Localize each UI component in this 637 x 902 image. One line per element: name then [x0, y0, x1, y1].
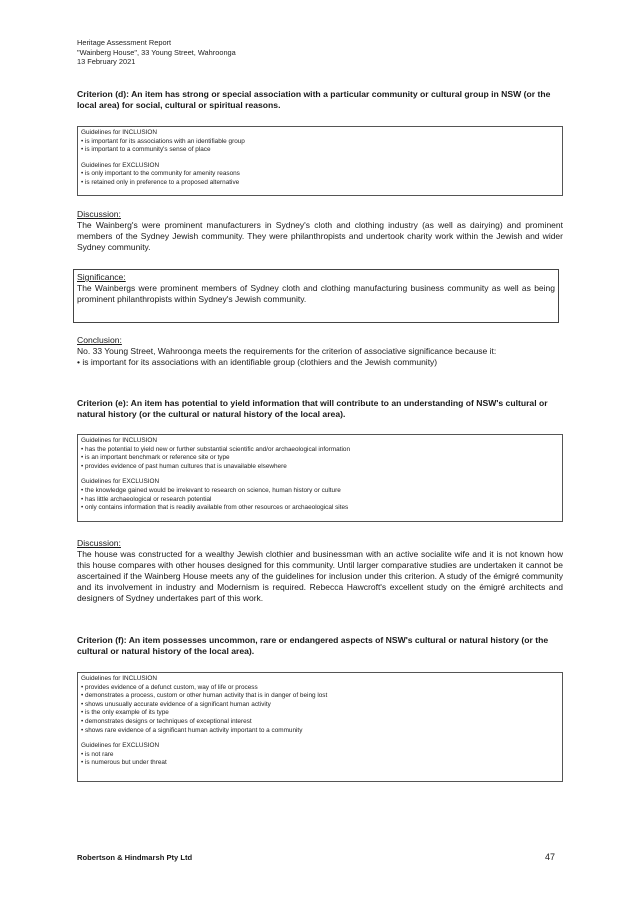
conclusion-heading: Conclusion: — [77, 335, 122, 345]
exclusion-item: • is not rare — [81, 750, 114, 758]
inclusion-item: • is important to a community's sense of place — [81, 146, 211, 154]
header-title: Heritage Assessment Report — [77, 38, 172, 47]
exclusion-heading: Guidelines for EXCLUSION — [81, 478, 160, 486]
inclusion-heading: Guidelines for INCLUSION — [81, 675, 158, 682]
inclusion-heading: Guidelines for INCLUSION — [81, 437, 158, 444]
criterion-e-title: Criterion (e): An item has potential to yield information that will contribute to an understanding of NSW's cultural or natural history (or the cultural or natural history of the local area). — [77, 398, 548, 419]
discussion-heading: Discussion: — [77, 538, 121, 548]
inclusion-item: • demonstrates designs or techniques of exceptional interest — [81, 717, 252, 725]
criterion-e-guidelines-box — [77, 434, 563, 522]
inclusion-item: • is important for its associations with an identifiable group — [81, 137, 245, 145]
header-address: "Wainberg House", 33 Young Street, Wahroonga — [77, 47, 236, 57]
footer-company: Robertson & Hindmarsh Pty Ltd — [77, 853, 193, 862]
exclusion-heading: Guidelines for EXCLUSION — [81, 742, 160, 750]
exclusion-item: • the knowledge gained would be irrelevant to research on science, human history or culture — [81, 486, 341, 494]
inclusion-heading: Guidelines for INCLUSION — [81, 129, 158, 136]
criterion-e-discussion — [77, 538, 563, 604]
exclusion-heading: Guidelines for EXCLUSION — [81, 161, 160, 169]
criterion-f-guidelines-box — [77, 672, 563, 782]
inclusion-item: • is an important benchmark or reference site or type — [81, 454, 230, 462]
exclusion-item: • only contains information that is readily available from other resources or archaeological sites — [81, 504, 349, 512]
discussion-text: The Wainberg's were prominent manufacturers in Sydney's cloth and clothing industry (as well as dairying) and prominent members of the Sydney Jewish community. They were philanthropists and undertook charity work within the Jewish and wider Sydney community. — [77, 220, 563, 253]
inclusion-item: • shows rare evidence of a significant human activity important to a community — [81, 726, 303, 734]
inclusion-item: • is the only example of its type — [81, 709, 169, 717]
report-header — [77, 38, 563, 67]
exclusion-item: • is numerous but under threat — [81, 759, 167, 767]
exclusion-item: • is retained only in preference to a proposed alternative — [81, 178, 240, 186]
criterion-d-guidelines-box — [77, 126, 563, 196]
inclusion-item: • provides evidence of past human cultures that is unavailable elsewhere — [81, 462, 287, 470]
conclusion-text: No. 33 Young Street, Wahroonga meets the requirements for the criterion of associative significance because it: — [77, 346, 497, 356]
criterion-d-title: Criterion (d): An item has strong or special association with a particular community or cultural group in NSW (or the local area) for social, cultural or spiritual reasons. — [77, 89, 551, 110]
inclusion-item: • has the potential to yield new or further substantial scientific and/or archaeological information — [81, 445, 351, 453]
inclusion-item: • demonstrates a process, custom or other human activity that is in danger of being lost — [81, 692, 328, 700]
exclusion-item: • has little archaeological or research potential — [81, 495, 212, 503]
criterion-f-title: Criterion (f): An item possesses uncommon, rare or endangered aspects of NSW's cultural or natural history (or the cultural or natural history of the local area). — [77, 635, 549, 656]
page-number: 47 — [545, 852, 556, 862]
significance-heading: Significance: — [77, 272, 126, 282]
exclusion-item: • is only important to the community for amenity reasons — [81, 170, 240, 178]
inclusion-item: • provides evidence of a defunct custom, way of life or process — [81, 683, 258, 691]
discussion-heading: Discussion: — [77, 209, 121, 219]
criterion-d-discussion — [77, 209, 563, 253]
discussion-text: The house was constructed for a wealthy Jewish clothier and businessman with an active socialite wife and it is not known how this house compares with other houses designed for this community. Until larger comparative studies are undertaken it cannot be ascertained if the Wainberg House meets any of the guidelines for inclusion under this criterion. A study of the émigré community and its involvement in industry and Modernism is required. Rebecca Hawcroft's excellent study on the émigré architects and designers of Sydney undertakes part of this work. — [77, 549, 563, 604]
conclusion-item: • is important for its associations with an identifiable group (clothiers and the Jewish community) — [77, 357, 438, 368]
criterion-d-conclusion — [77, 335, 563, 368]
criterion-d-significance-box — [73, 269, 559, 323]
inclusion-item: • shows unusually accurate evidence of a significant human activity — [81, 700, 271, 708]
header-date: 13 February 2021 — [77, 57, 136, 67]
significance-text: The Wainbergs were prominent members of Sydney cloth and clothing manufacturing business community as well as being prominent philanthropists within Sydney's Jewish community. — [77, 283, 555, 305]
